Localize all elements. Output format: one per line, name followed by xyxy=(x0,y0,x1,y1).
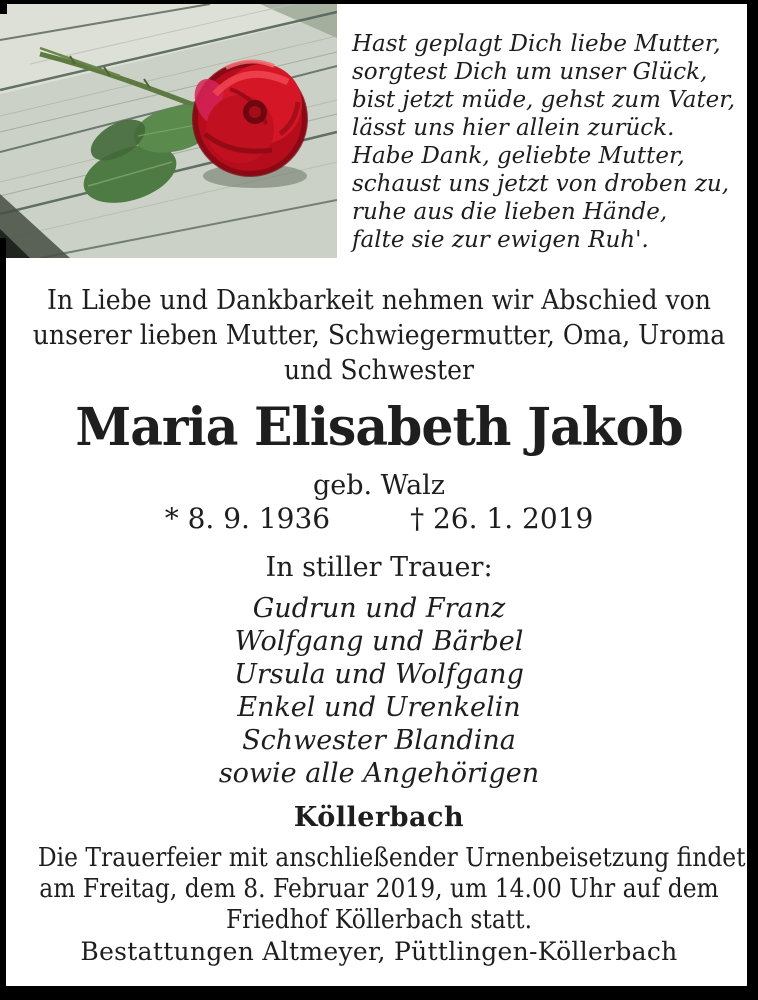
scan-border-bottom xyxy=(0,986,758,1000)
farewell-intro xyxy=(27,283,732,388)
mourner-line: Schwester Blandina xyxy=(242,725,516,756)
mourner-line: Ursula und Wolfgang xyxy=(234,659,524,690)
scan-border-corner xyxy=(0,0,7,14)
poem-line: Habe Dank, geliebte Mutter, xyxy=(352,143,685,169)
funeral-line: am Freitag, dem 8. Februar 2019, um 14.00 Uhr auf dem xyxy=(39,874,719,904)
life-dates xyxy=(0,502,758,535)
mourners-list xyxy=(0,592,758,790)
intro-line: unserer lieben Mutter, Schwiegermutter, Oma, Uroma xyxy=(32,320,726,351)
poem-line: ruhe aus die lieben Hände, xyxy=(352,199,668,225)
poem-line: falte sie zur ewigen Ruh'. xyxy=(352,227,649,253)
poem-line: sorgtest Dich um unser Glück, xyxy=(352,59,708,85)
mourning-heading: In stiller Trauer: xyxy=(265,552,493,583)
poem-line: schaust uns jetzt von droben zu, xyxy=(352,171,730,197)
funeral-line: Friedhof Köllerbach statt. xyxy=(225,905,533,935)
mourner-line: sowie alle Angehörigen xyxy=(218,758,540,789)
funeral-notice xyxy=(37,843,746,936)
deceased-name: Maria Elisabeth Jakob xyxy=(75,397,683,458)
death-date: † 26. 1. 2019 xyxy=(410,502,594,535)
scan-border-top xyxy=(0,0,758,4)
intro-line: In Liebe und Dankbarkeit nehmen wir Abschied von xyxy=(47,285,711,316)
mourner-line: Wolfgang und Bärbel xyxy=(234,626,524,657)
poem-line: lässt uns hier allein zurück. xyxy=(352,115,675,141)
scan-border-left xyxy=(0,238,6,1000)
maiden-name: geb. Walz xyxy=(312,470,446,501)
poem-line: Hast geplagt Dich liebe Mutter, xyxy=(352,31,721,57)
place-name: Köllerbach xyxy=(293,802,465,833)
undertaker-line: Bestattungen Altmeyer, Püttlingen-Köllerbach xyxy=(80,937,678,966)
rose-photo xyxy=(0,4,337,258)
poem-line: bist jetzt müde, gehst zum Vater, xyxy=(352,87,736,113)
mourner-line: Enkel und Urenkelin xyxy=(237,692,521,723)
scan-border-right xyxy=(747,0,758,1000)
mourner-line: Gudrun und Franz xyxy=(252,593,506,624)
funeral-line: Die Trauerfeier mit anschließender Urnenbeisetzung findet xyxy=(37,843,746,873)
memorial-poem xyxy=(352,30,744,254)
birth-date: * 8. 9. 1936 xyxy=(164,502,331,535)
intro-line: und Schwester xyxy=(283,355,475,386)
